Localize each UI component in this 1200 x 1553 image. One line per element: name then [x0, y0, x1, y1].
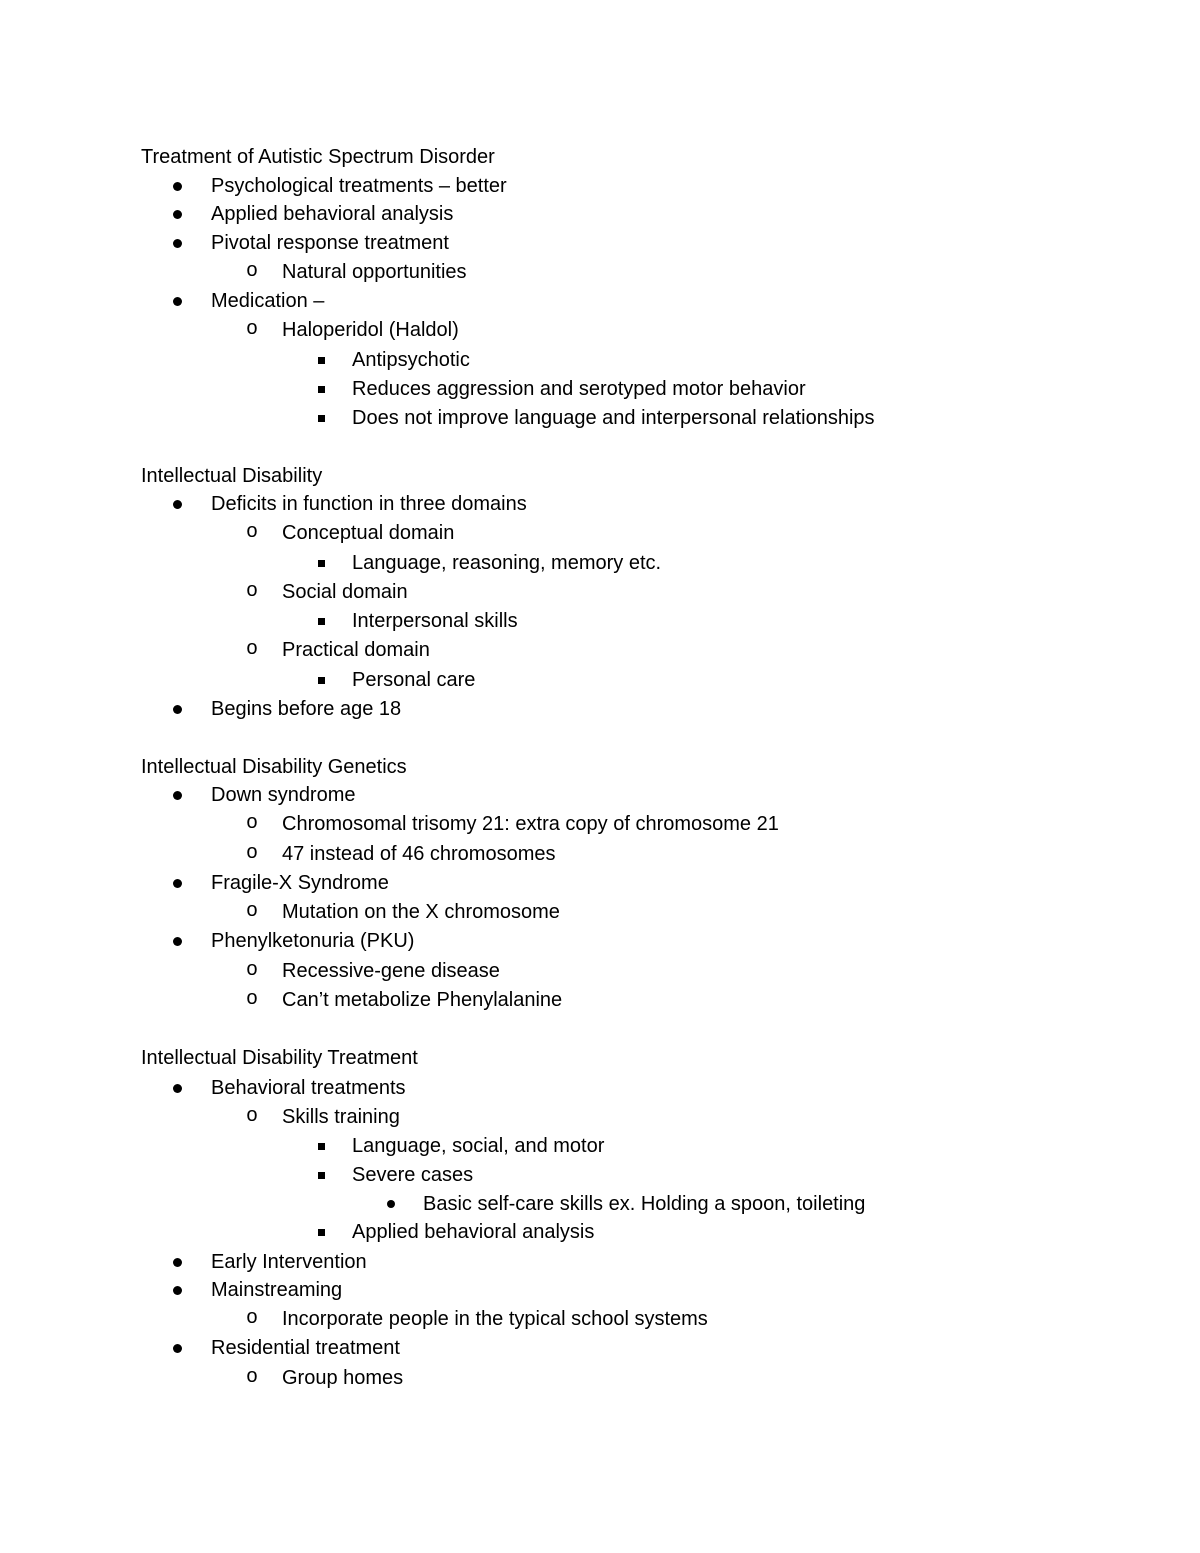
hollow-bullet-icon: o: [246, 812, 259, 835]
section-heading: Intellectual Disability: [141, 465, 323, 487]
hollow-bullet-icon: o: [246, 842, 259, 865]
list-item: o Group homes: [246, 1366, 404, 1389]
list-item: o Natural opportunities: [246, 260, 467, 283]
square-bullet-icon: [318, 551, 328, 575]
square-bullet-icon: [318, 1134, 328, 1158]
hollow-bullet-icon: o: [246, 1366, 259, 1389]
list-item: o Haloperidol (Haldol): [246, 318, 459, 341]
list-item: o Recessive-gene disease: [246, 959, 500, 982]
bullet-icon: [173, 289, 185, 313]
list-item: Reduces aggression and serotyped motor behavior: [352, 377, 806, 401]
list-item: Applied behavioral analysis: [352, 1220, 594, 1244]
list-item: Pivotal response treatment: [211, 231, 449, 255]
list-item: Early Intervention: [211, 1250, 367, 1274]
hollow-bullet-icon: o: [246, 638, 259, 661]
square-bullet-icon: [318, 406, 328, 430]
list-item: o Can’t metabolize Phenylalanine: [246, 988, 563, 1011]
list-item: Mainstreaming: [211, 1278, 342, 1302]
square-bullet-icon: [318, 609, 328, 633]
list-item: Personal care: [352, 668, 475, 692]
list-item: o Skills training: [246, 1105, 400, 1128]
square-bullet-icon: [318, 377, 328, 401]
bullet-icon: [173, 492, 185, 516]
list-item: o Incorporate people in the typical school systems: [246, 1307, 708, 1330]
bullet-icon: [173, 1250, 185, 1274]
list-item: o Mutation on the X chromosome: [246, 900, 560, 923]
list-item: Deficits in function in three domains: [211, 492, 527, 516]
bullet-icon: [173, 202, 185, 226]
hollow-bullet-icon: o: [246, 959, 259, 982]
bullet-icon: [173, 231, 185, 255]
hollow-bullet-icon: o: [246, 318, 259, 341]
list-item: o Social domain: [246, 580, 408, 603]
hollow-bullet-icon: o: [246, 1307, 259, 1330]
bullet-icon: [173, 174, 185, 198]
hollow-bullet-icon: o: [246, 521, 259, 544]
bullet-icon: [173, 929, 185, 953]
list-item: Language, reasoning, memory etc.: [352, 551, 661, 575]
bullet-icon: [173, 871, 185, 895]
hollow-bullet-icon: o: [246, 580, 259, 603]
list-item: o Conceptual domain: [246, 521, 455, 544]
section-heading: Intellectual Disability Treatment: [141, 1047, 418, 1069]
bullet-icon: [173, 783, 185, 807]
section-heading: Intellectual Disability Genetics: [141, 756, 407, 778]
list-item: Language, social, and motor: [352, 1134, 604, 1158]
square-bullet-icon: [318, 1220, 328, 1244]
list-item: Basic self-care skills ex. Holding a spoon, toileting: [423, 1192, 865, 1216]
list-item: Phenylketonuria (PKU): [211, 929, 414, 953]
bullet-icon: [173, 1076, 185, 1100]
section-heading: Treatment of Autistic Spectrum Disorder: [141, 146, 495, 168]
list-item: Severe cases: [352, 1163, 473, 1187]
list-item: Begins before age 18: [211, 697, 401, 721]
list-item: Down syndrome: [211, 783, 356, 807]
list-item: Residential treatment: [211, 1336, 400, 1360]
list-item: Interpersonal skills: [352, 609, 518, 633]
hollow-bullet-icon: o: [246, 900, 259, 923]
list-item: o Chromosomal trisomy 21: extra copy of chromosome 21: [246, 812, 779, 835]
list-item: Does not improve language and interpersonal relationships: [352, 406, 875, 430]
bullet-icon: [173, 1278, 185, 1302]
list-item: Applied behavioral analysis: [211, 202, 453, 226]
bullet-icon: [173, 1336, 185, 1360]
list-item: Psychological treatments – better: [211, 174, 507, 198]
list-item: o 47 instead of 46 chromosomes: [246, 842, 556, 865]
list-item: Medication –: [211, 289, 324, 313]
hollow-bullet-icon: o: [246, 988, 259, 1011]
bullet-icon: [387, 1192, 397, 1216]
list-item: o Practical domain: [246, 638, 430, 661]
list-item: Fragile-X Syndrome: [211, 871, 389, 895]
square-bullet-icon: [318, 668, 328, 692]
list-item: Behavioral treatments: [211, 1076, 406, 1100]
bullet-icon: [173, 697, 185, 721]
square-bullet-icon: [318, 348, 328, 372]
hollow-bullet-icon: o: [246, 260, 259, 283]
hollow-bullet-icon: o: [246, 1105, 259, 1128]
list-item: Antipsychotic: [352, 348, 470, 372]
square-bullet-icon: [318, 1163, 328, 1187]
